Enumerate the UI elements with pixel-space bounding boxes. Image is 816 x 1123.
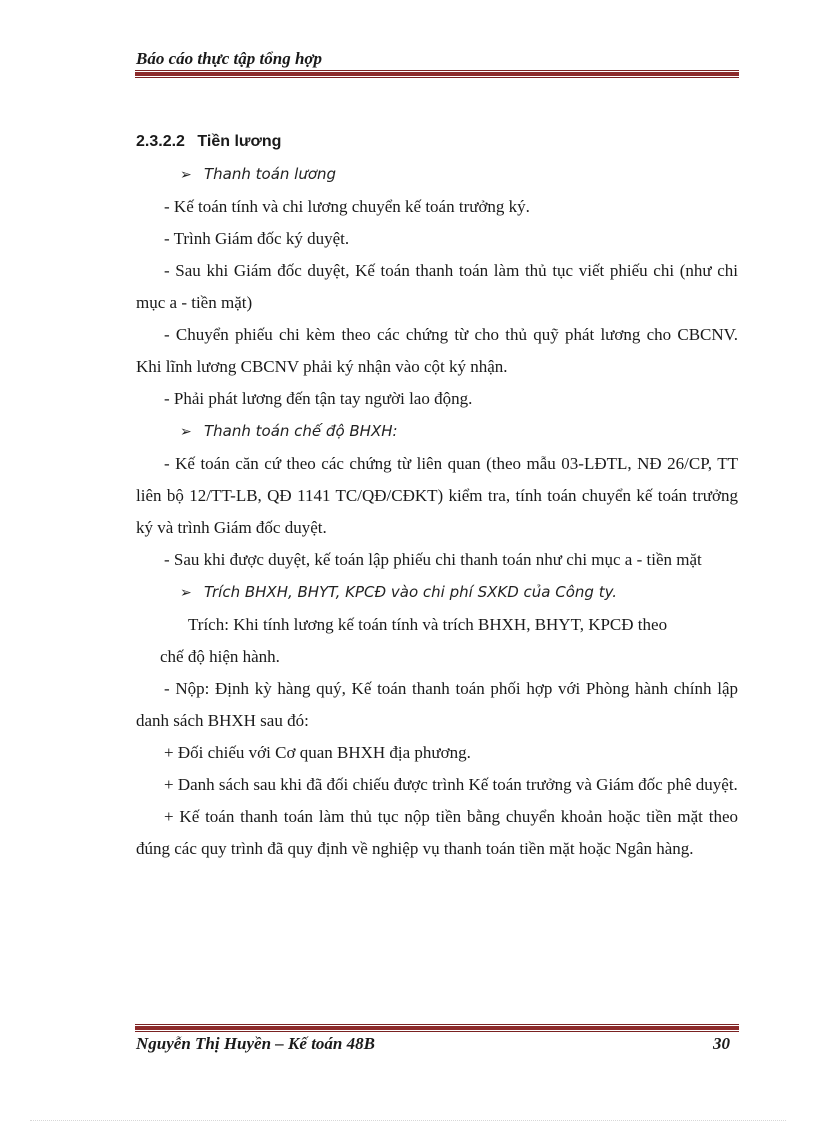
arrow-bullet-icon: ➢: [180, 585, 192, 601]
footer-rule: [135, 1024, 739, 1032]
paragraph: - Chuyển phiếu chi kèm theo các chứng từ cho thủ quỹ phát lương cho CBCNV. Khi lĩnh lương CBCNV phải ký nhận vào cột ký nhận.: [136, 325, 738, 376]
section-title: Tiền lương: [197, 133, 282, 150]
paragraph: - Trình Giám đốc ký duyệt.: [164, 229, 350, 248]
arrow-bullet-icon: ➢: [180, 167, 192, 183]
paragraph: - Kế toán căn cứ theo các chứng từ liên quan (theo mẫu 03-LĐTL, NĐ 26/CP, TT liên bộ 12/TT-LB, QĐ 1141 TC/QĐ/CĐKT) kiểm tra, tính toán chuyển kế toán trưởng ký và trình Giám đốc duyệt.: [136, 454, 738, 537]
paragraph: Trích: Khi tính lương kế toán tính và trích BHXH, BHYT, KPCĐ theo: [188, 615, 668, 634]
arrow-bullet-icon: ➢: [180, 424, 192, 440]
paragraph: chế độ hiện hành.: [160, 647, 280, 666]
paragraph: + Kế toán thanh toán làm thủ tục nộp tiền bằng chuyển khoản hoặc tiền mặt theo đúng các quy trình đã quy định về nghiệp vụ thanh toán tiền mặt hoặc Ngân hàng.: [136, 807, 738, 858]
paragraph: - Nộp: Định kỳ hàng quý, Kế toán thanh toán phối hợp với Phòng hành chính lập danh sách BHXH sau đó:: [136, 679, 738, 730]
page-number: 30: [713, 1034, 730, 1053]
paragraph: - Sau khi Giám đốc duyệt, Kế toán thanh toán làm thủ tục viết phiếu chi (như chi mục a - tiền mặt): [136, 261, 738, 312]
document-body: [136, 126, 738, 865]
paragraph: + Danh sách sau khi đã đối chiếu được trình Kế toán trưởng và Giám đốc phê duyệt.: [164, 775, 738, 794]
paragraph: + Đối chiếu với Cơ quan BHXH địa phương.: [164, 743, 471, 762]
header-rule: [135, 70, 739, 78]
bullet-text: Trích BHXH, BHYT, KPCĐ vào chi phí SXKD của Công ty.: [204, 583, 618, 601]
paragraph: - Phải phát lương đến tận tay người lao động.: [164, 389, 473, 408]
bullet-item: [136, 415, 738, 448]
bullet-item: [136, 576, 738, 609]
footer-author: Nguyễn Thị Huyền – Kế toán 48B: [136, 1034, 375, 1053]
section-number: 2.3.2.2: [136, 133, 185, 150]
bullet-item: [136, 158, 738, 191]
page-edge-divider: [30, 1120, 786, 1121]
paragraph: - Sau khi được duyệt, kế toán lập phiếu chi thanh toán như chi mục a - tiền mặt: [164, 550, 702, 569]
bullet-text: Thanh toán lương: [204, 165, 337, 183]
section-heading: [136, 126, 738, 158]
paragraph: - Kế toán tính và chi lương chuyển kế toán trưởng ký.: [164, 197, 530, 216]
page-header-title: Báo cáo thực tập tổng hợp: [136, 49, 323, 68]
bullet-text: Thanh toán chế độ BHXH:: [204, 422, 398, 440]
